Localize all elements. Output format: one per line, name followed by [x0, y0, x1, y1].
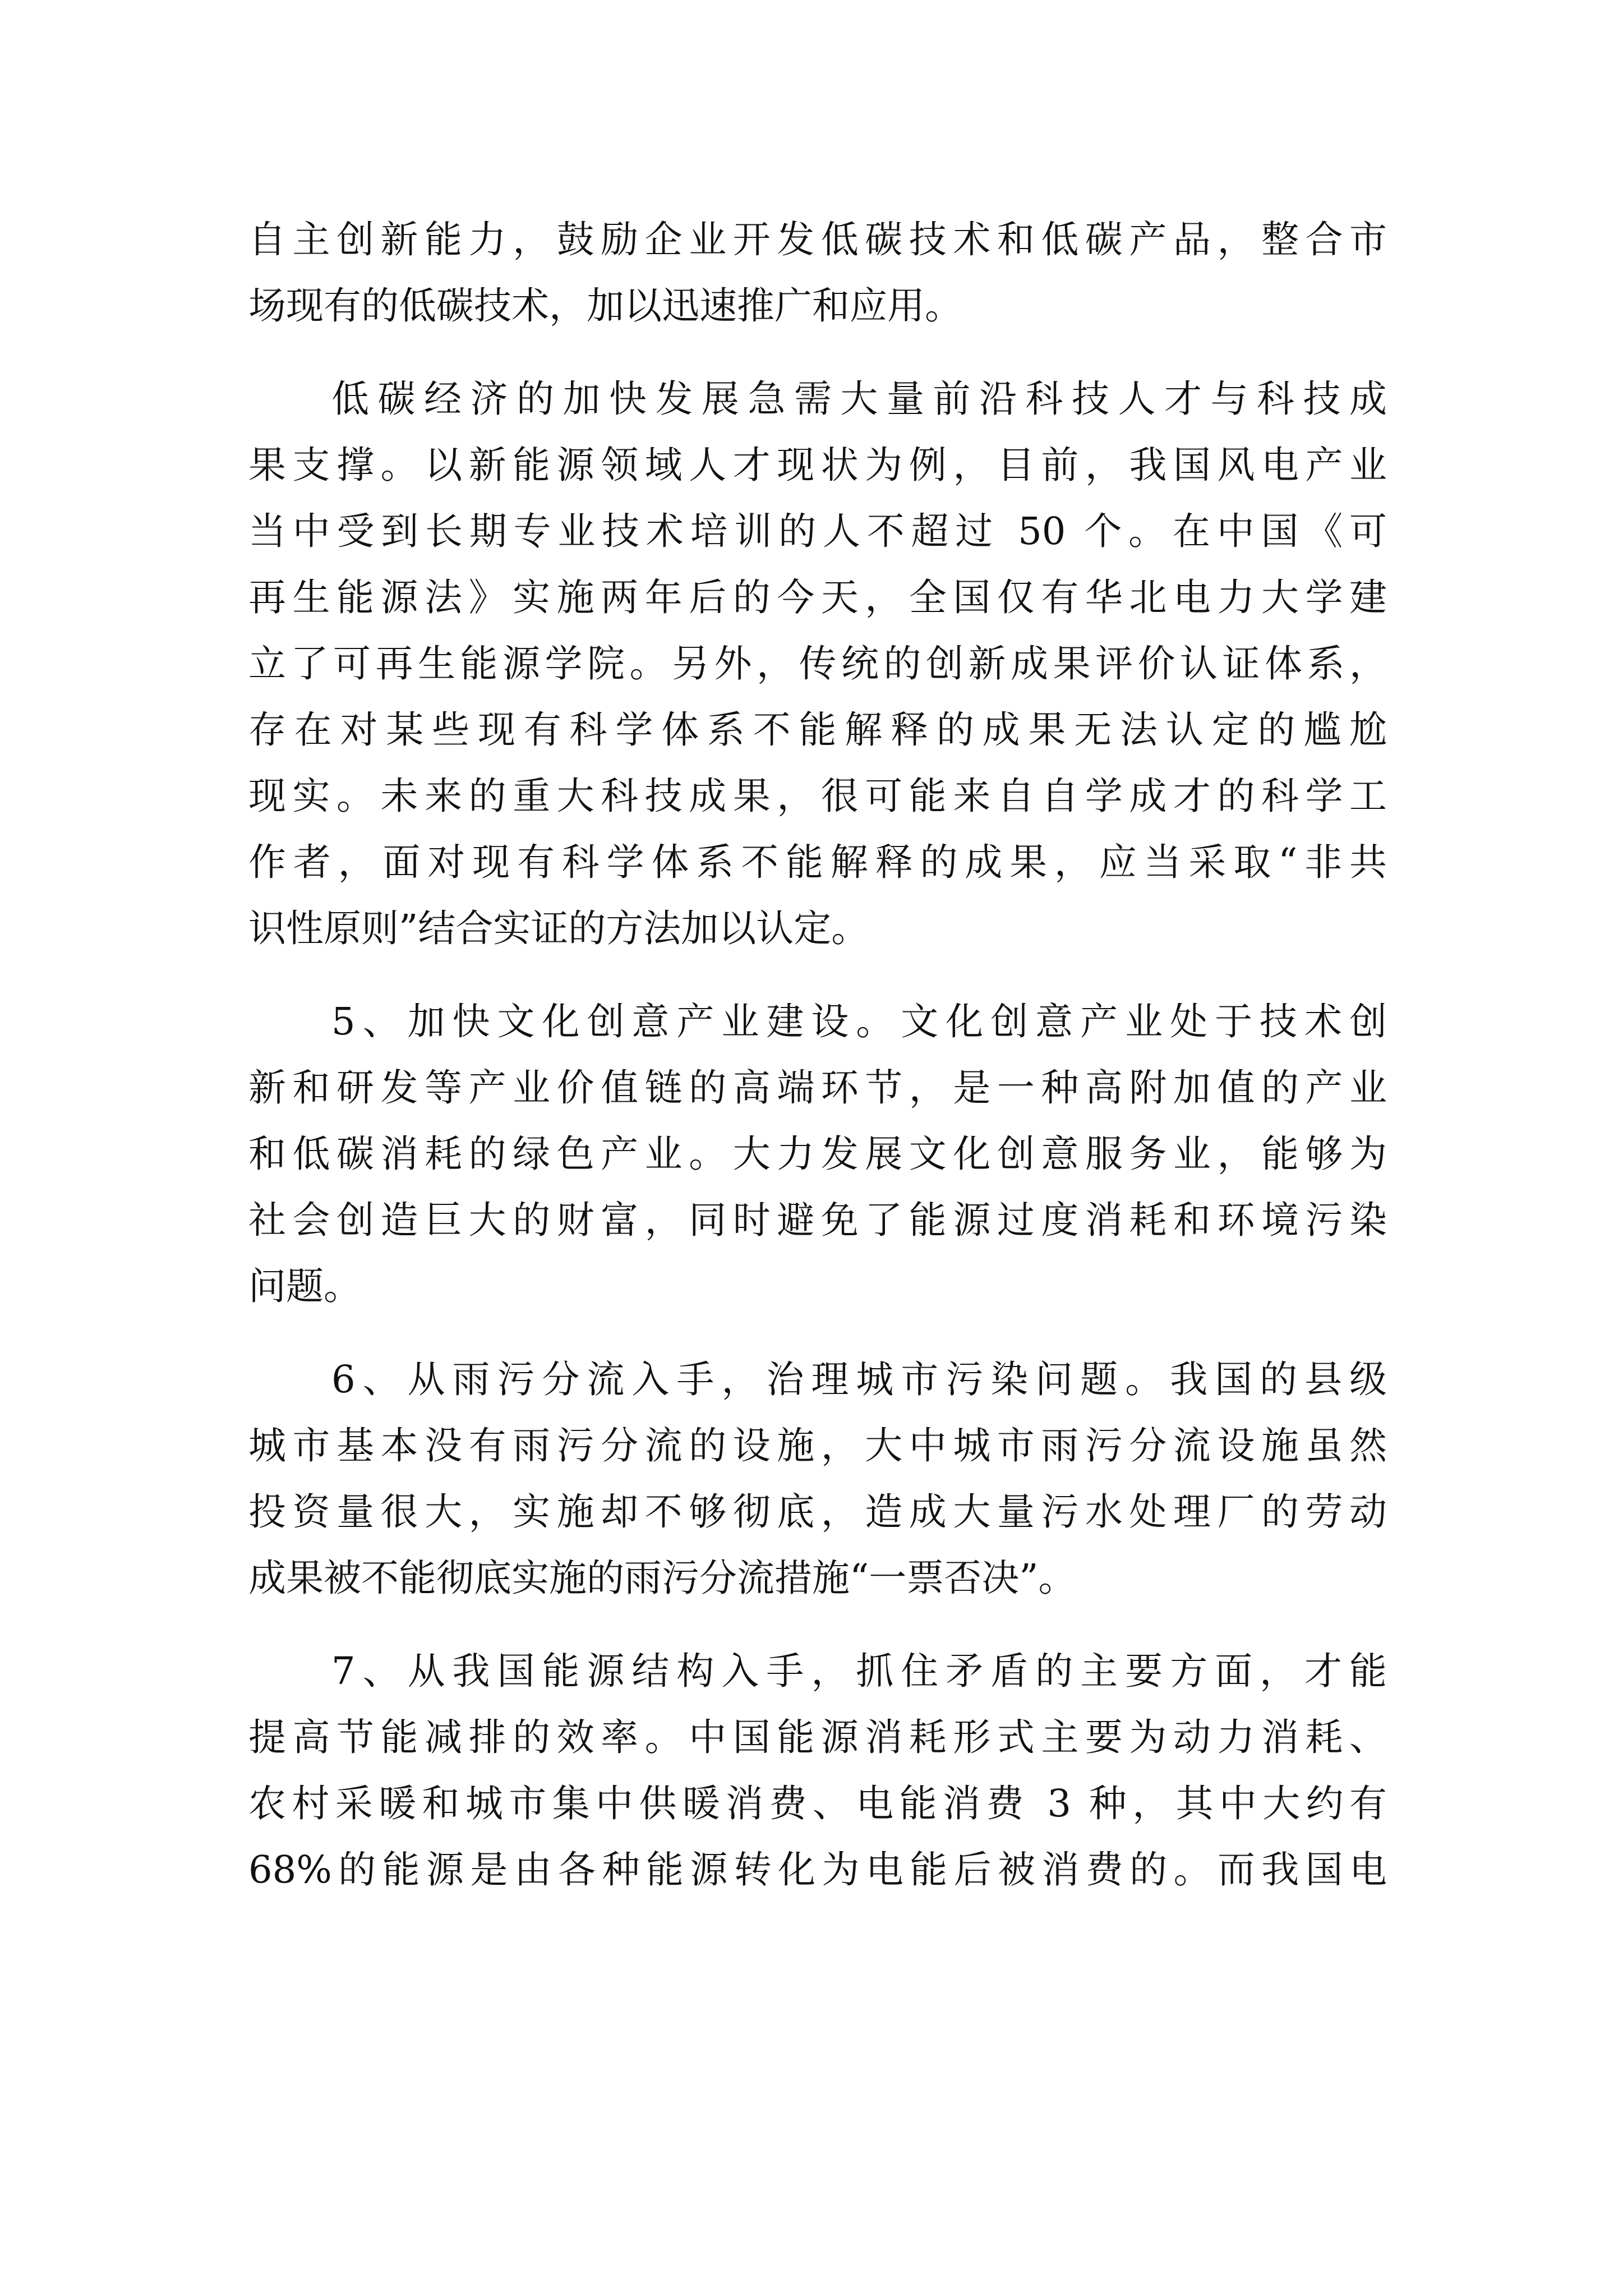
text-line: 当中受到长期专业技术培训的人不超过 50 个。在中国《可 [248, 509, 1387, 553]
paragraph-continued [248, 206, 1387, 339]
text-line: 作者，面对现有科学体系不能解释的成果，应当采取“非共 [248, 840, 1387, 884]
paragraph-item-6 [248, 1346, 1387, 1611]
text-line: 场现有的低碳技术，加以迅速推广和应用。 [248, 284, 962, 328]
text-line: 68%的能源是由各种能源转化为电能后被消费的。而我国电 [248, 1848, 1387, 1892]
text-line: 现实。未来的重大科技成果，很可能来自自学成才的科学工 [248, 774, 1387, 818]
text-line: 成果被不能彻底实施的雨污分流措施“一票否决”。 [248, 1556, 1076, 1600]
text-line: 问题。 [248, 1264, 361, 1308]
text-line: 城市基本没有雨污分流的设施，大中城市雨污分流设施虽然 [248, 1424, 1387, 1467]
text-line: 和低碳消耗的绿色产业。大力发展文化创意服务业，能够为 [248, 1132, 1387, 1176]
text-line: 投资量很大，实施却不够彻底，造成大量污水处理厂的劳动 [248, 1490, 1387, 1534]
paragraph-item-5 [248, 988, 1387, 1319]
text-line: 再生能源法》实施两年后的今天，全国仅有华北电力大学建 [248, 576, 1387, 619]
text-line: 5、加快文化创意产业建设。文化创意产业处于技术创 [331, 1000, 1387, 1043]
text-line: 新和研发等产业价值链的高端环节，是一种高附加值的产业 [248, 1066, 1387, 1110]
text-line: 提高节能减排的效率。中国能源消耗形式主要为动力消耗、 [248, 1715, 1387, 1759]
text-line: 社会创造巨大的财富，同时避免了能源过度消耗和环境污染 [248, 1198, 1387, 1242]
text-line: 7、从我国能源结构入手，抓住矛盾的主要方面，才能 [331, 1649, 1387, 1693]
text-line: 自主创新能力，鼓励企业开发低碳技术和低碳产品，整合市 [248, 218, 1387, 261]
paragraph-low-carbon-talent [248, 366, 1387, 961]
text-line: 果支撑。以新能源领域人才现状为例，目前，我国风电产业 [248, 443, 1387, 487]
text-line: 存在对某些现有科学体系不能解释的成果无法认定的尴尬 [248, 708, 1387, 752]
paragraph-item-7 [248, 1638, 1387, 1903]
text-line: 低碳经济的加快发展急需大量前沿科技人才与科技成 [331, 377, 1387, 421]
text-line: 6、从雨污分流入手，治理城市污染问题。我国的县级 [331, 1358, 1387, 1401]
document-body [248, 206, 1387, 1903]
text-line: 识性原则”结合实证的方法加以认定。 [248, 907, 869, 950]
text-line: 立了可再生能源学院。另外，传统的创新成果评价认证体系， [248, 642, 1387, 685]
text-line: 农村采暖和城市集中供暖消费、电能消费 3 种，其中大约有 [248, 1782, 1387, 1825]
